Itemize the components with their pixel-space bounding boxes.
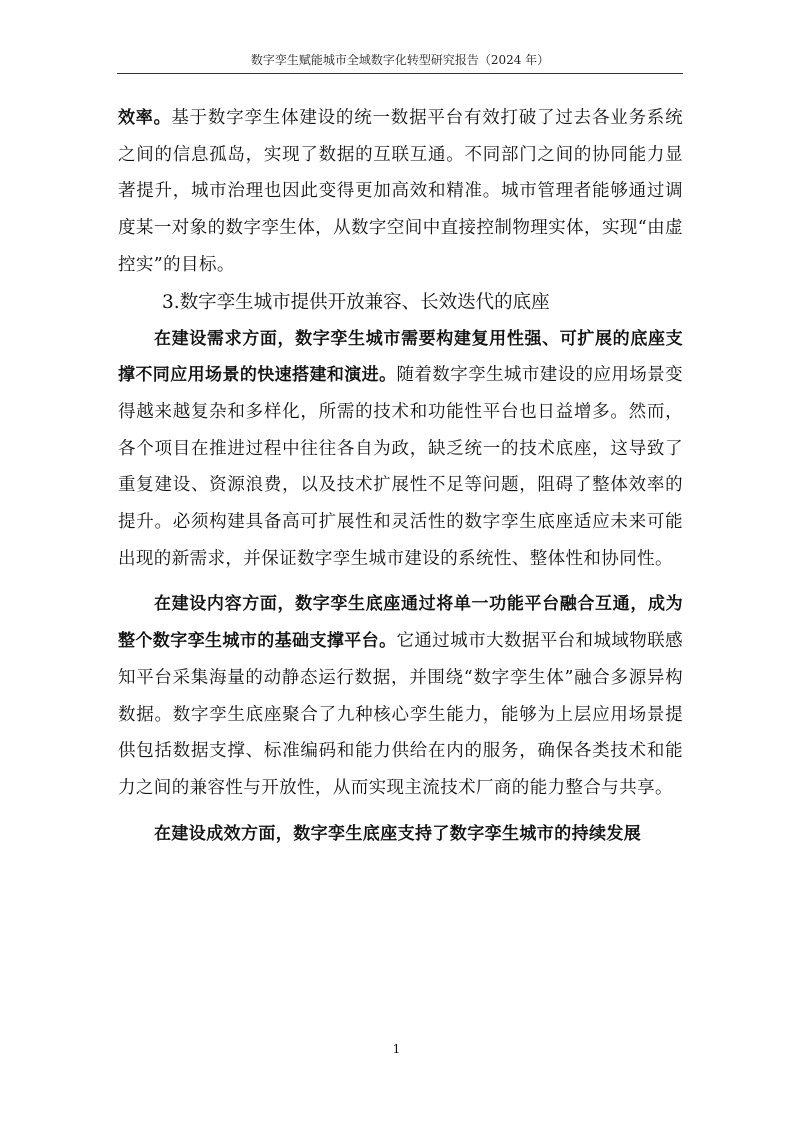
paragraph-construction-content: [118, 586, 683, 806]
paragraph-continuation: [118, 100, 683, 284]
section-subheading: 3.数字孪生城市提供开放兼容、长效迭代的底座: [162, 291, 550, 313]
bold-lead: 效率。: [118, 108, 172, 128]
paragraph-construction-needs: [118, 321, 683, 578]
paragraph-construction-results: [118, 816, 683, 853]
bold-lead: 在建设内容方面，数字孪生底座通过将单一功能平台融合互通，成为整个数字孪生城市的基础支撑平台。: [118, 594, 683, 652]
page-number: 1: [392, 1042, 401, 1056]
paragraph-text: 它通过城市大数据平台和城域物联感知平台采集海量的动静态运行数据，并围绕“数字孪生体”融合多源异构数据。数字孪生底座聚合了九种核心孪生能力，能够为上层应用场景提供包括数据支撑、标准编码和能力供给在内的服务，确保各类技术和能力之间的兼容性与开放性，从而实现主流技术厂商的能力整合与共享。: [118, 631, 683, 798]
bold-lead: 在建设成效方面，数字孪生底座支持了数字孪生城市的持续发展: [154, 823, 642, 844]
paragraph-text: 基于数字孪生体建设的统一数据平台有效打破了过去各业务系统之间的信息孤岛，实现了数据的互联互通。不同部门之间的协同能力显著提升，城市治理也因此变得更加高效和精准。城市管理者能够通过调度某一对象的数字孪生体，从数字空间中直接控制物理实体，实现“由虚控实”的目标。: [118, 108, 683, 275]
bold-lead: 在建设需求方面，数字孪生城市需要构建复用性强、可扩展的底座支撑不同应用场景的快速搭建和演进。: [118, 328, 683, 386]
paragraph-text: 随着数字孪生城市建设的应用场景变得越来越复杂和多样化，所需的技术和功能性平台也日益增多。然而，各个项目在推进过程中往往各自为政，缺乏统一的技术底座，这导致了重复建设、资源浪费，以及技术扩展性不足等问题，阻碍了整体效率的提升。必须构建具备高可扩展性和灵活性的数字孪生底座适应未来可能出现的新需求，并保证数字孪生城市建设的系统性、整体性和协同性。: [118, 365, 683, 569]
document-body: [118, 100, 683, 852]
header-rule: [117, 73, 683, 74]
running-header: 数字孪生赋能城市全域数字化转型研究报告（2024 年）: [250, 53, 550, 67]
